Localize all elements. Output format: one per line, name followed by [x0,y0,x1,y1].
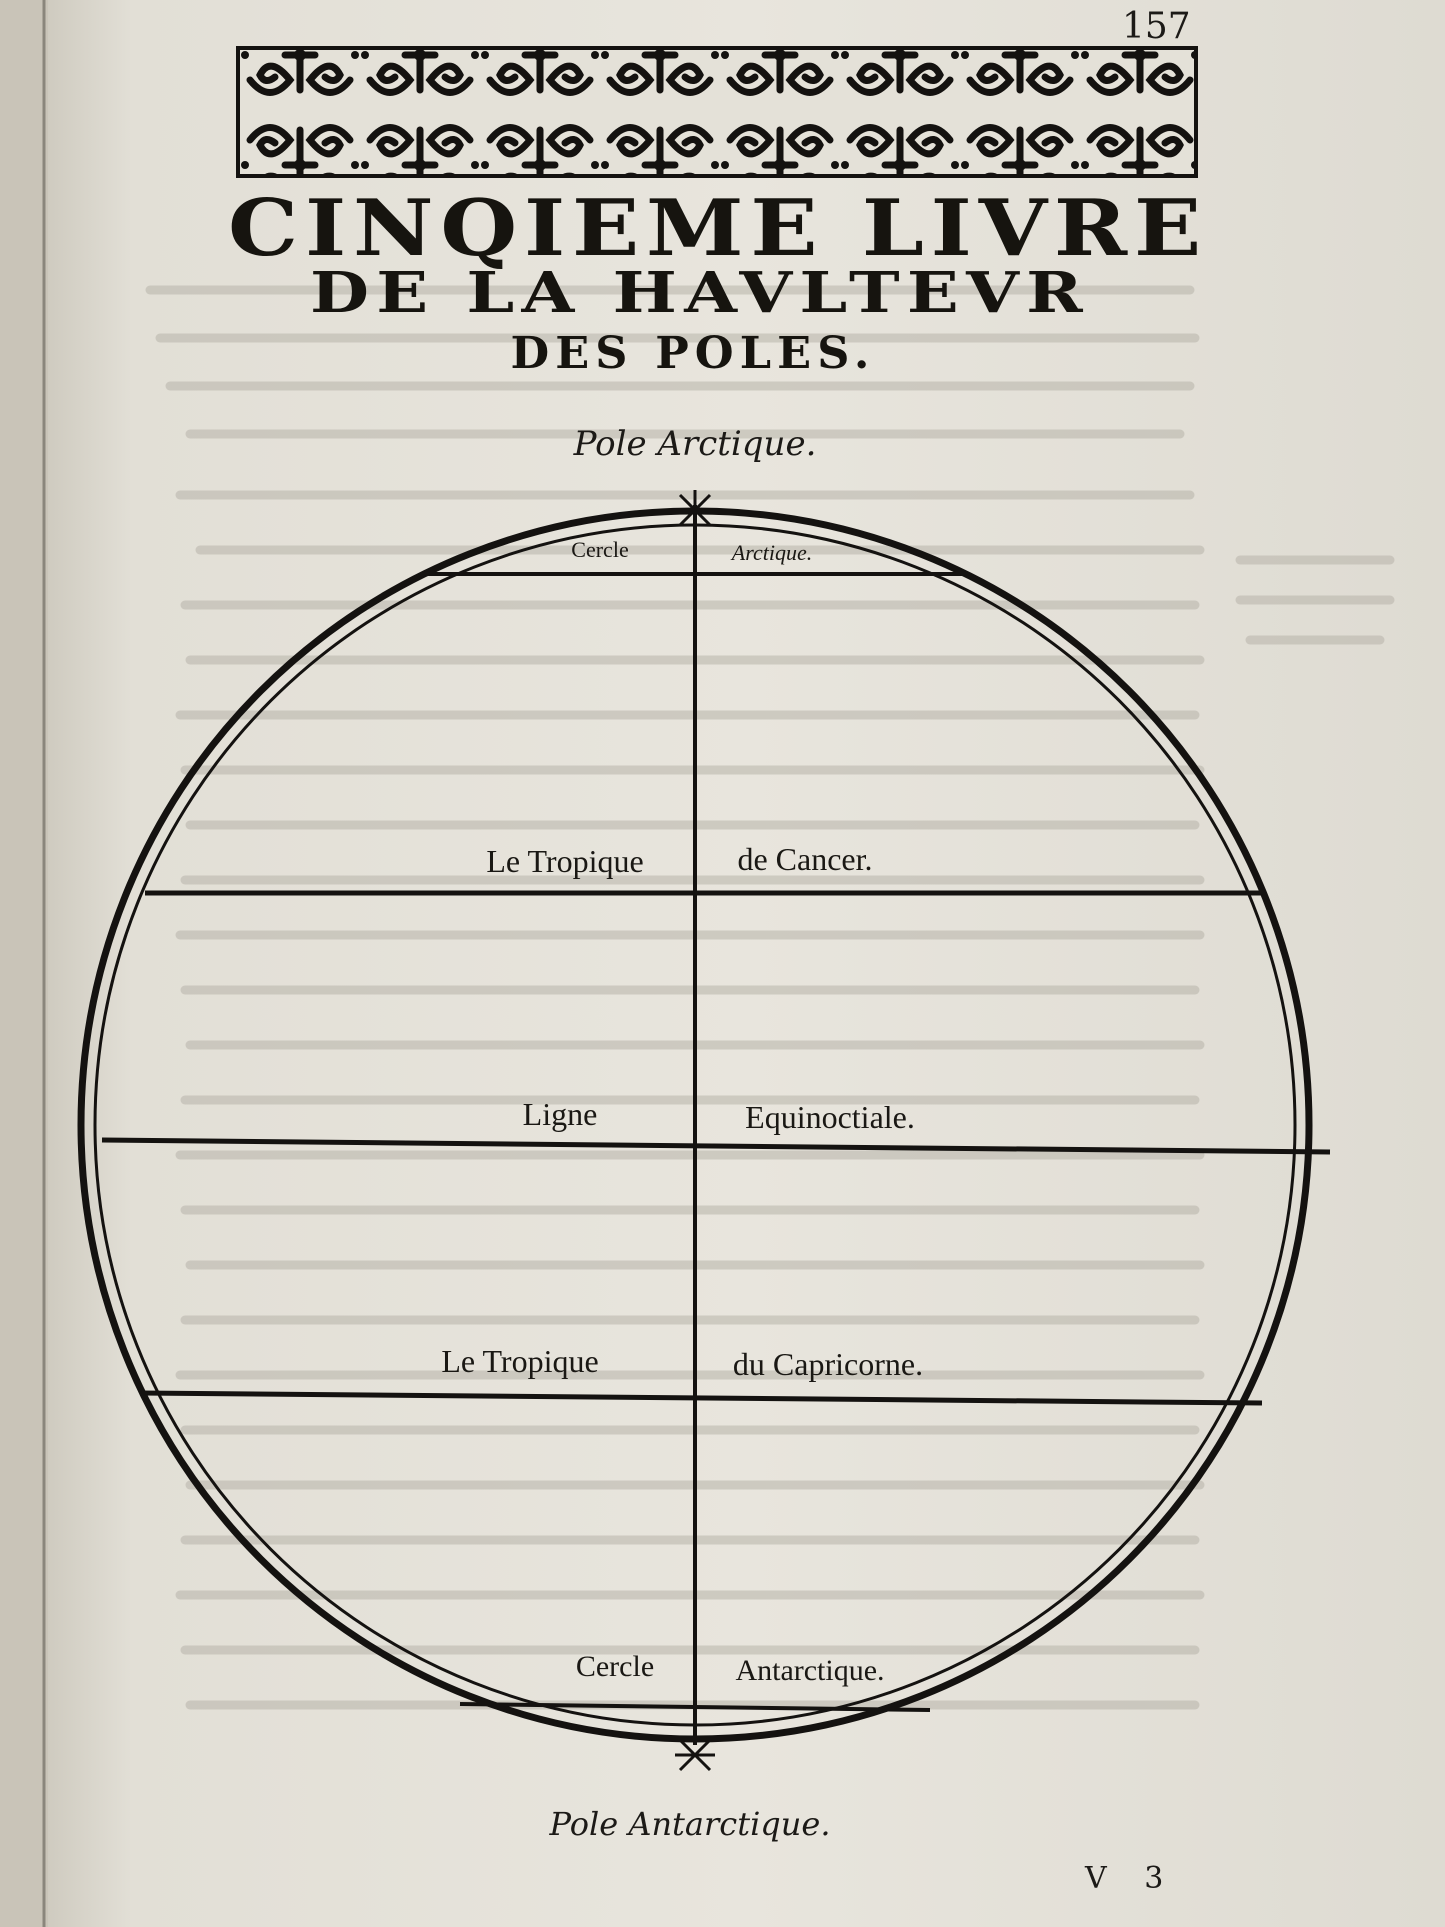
signature-mark: V 3 [1085,1861,1178,1896]
pole-arctic-label: Pole Arctique. [573,424,817,464]
heading-line-2: DE LA HAVLTEVR [310,260,1090,326]
zone-arctic-right: Arctique. [731,540,813,565]
page-number: 157 [1122,6,1191,47]
heading-line-3: DES POLES. [510,328,876,379]
zone-arctic-left: Cercle [571,537,629,562]
zone-cancer-right: de Cancer. [737,841,873,877]
zone-cancer-left: Le Tropique [486,843,644,879]
zone-capricorn-left: Le Tropique [441,1343,599,1379]
zone-antarctic-left: Cercle [575,1650,655,1683]
zone-equator-right: Equinoctiale. [745,1099,915,1135]
heading-line-1: CINQIEME LIVRE [228,183,1208,274]
left-page-edge [0,0,48,1927]
pole-antarctic-label: Pole Antarctique. [549,1805,831,1843]
ornamental-headpiece [238,48,1196,176]
zone-capricorn-right: du Capricorne. [732,1346,924,1382]
zone-antarctic-right: Antarctique. [735,1654,885,1687]
zone-equator-left: Ligne [522,1096,598,1132]
